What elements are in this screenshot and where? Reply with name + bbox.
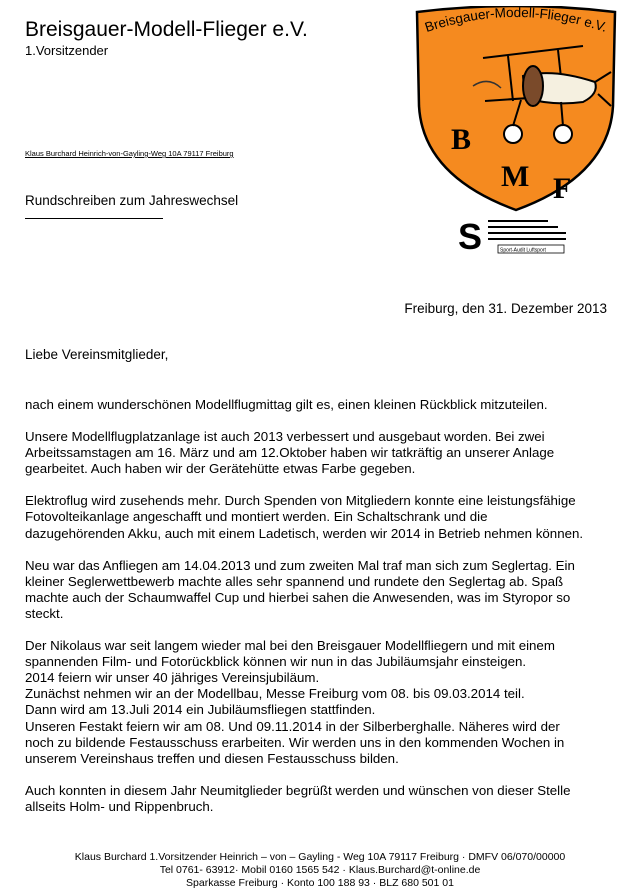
footer-bank-line: Sparkasse Freiburg · Konto 100 188 93 · BLZ 680 501 01 <box>186 877 454 889</box>
body-line: unserem Vereinshaus treffen und diesen Festausschuss bilden. <box>25 750 399 766</box>
body-line: Fotovolteikanlage angeschafft und montiert werden. Ein Schaltschrank und die <box>25 509 488 525</box>
date-line: Freiburg, den 31. Dezember 2013 <box>404 301 607 316</box>
footer-contact-line: Tel 0761- 63912· Mobil 0160 1565 542 · Klaus.Burchard@t-online.de <box>159 864 481 876</box>
body-line: Unsere Modellflugplatzanlage ist auch 2013 verbessert und ausgebaut worden. Bei zwei <box>25 429 545 445</box>
paragraph <box>25 558 625 622</box>
letter-footer <box>0 851 640 890</box>
body-line: Arbeitssamstagen am 16. März und am 12.Oktober haben wir tatkräftig an unserer Anlage <box>25 445 555 461</box>
logo-letter-f: F <box>553 172 572 205</box>
logo-letter-m: M <box>501 160 530 193</box>
body-line: steckt. <box>25 605 64 621</box>
sender-address-line: Klaus Burchard Heinrich-von-Gayling-Weg 10A 79117 Freiburg <box>25 149 234 158</box>
body-line: Neu war das Anfliegen am 14.04.2013 und zum zweiten Mal traf man sich zum Seglertag. Ein <box>25 557 575 573</box>
body-line: machte auch der Schaumwaffel Cup und hierbei sahen die Anwesenden, was im Styropor so <box>25 589 571 605</box>
subject-underline <box>25 218 163 219</box>
letter-body <box>25 397 625 831</box>
body-line: 2014 feiern wir unser 40 jähriges Vereinsjubiläum. <box>25 670 320 686</box>
paragraph <box>25 783 625 815</box>
body-line: Auch konnten in diesem Jahr Neumitglieder begrüßt werden und wünschen von dieser Stelle <box>25 782 571 798</box>
paragraph <box>25 429 625 477</box>
footer-address-line: Klaus Burchard 1.Vorsitzender Heinrich – von – Gayling - Weg 10A 79117 Freiburg · DMFV 06/070/00000 <box>74 851 566 863</box>
paragraph <box>25 493 625 541</box>
body-line: allseits Holm- und Rippenbruch. <box>25 798 214 814</box>
paragraph <box>25 638 625 767</box>
logo-letter-b: B <box>451 123 472 156</box>
body-line: kleiner Seglerwettbewerb machte alles sehr spannend und rundete den Seglertag ab. Spaß <box>25 573 564 589</box>
body-line: spannenden Film- und Fotorückblick können wir nun in das Jubiläumsjahr einsteigen. <box>25 654 527 670</box>
org-name: Breisgauer-Modell-Flieger e.V. <box>25 18 308 41</box>
sport-logo-letter: S <box>458 216 483 254</box>
body-line: Elektroflug wird zusehends mehr. Durch Spenden von Mitgliedern konnte eine leistungsfähige <box>25 493 576 509</box>
org-role: 1.Vorsitzender <box>25 43 109 58</box>
body-line: dazugehörenden Akku, auch mit einem Ladetisch, werden wir 2014 in Betrieb nehmen können. <box>25 525 584 541</box>
salutation: Liebe Vereinsmitglieder, <box>25 347 169 362</box>
club-shield-logo <box>413 6 619 214</box>
body-line: noch zu bildende Festausschuss erarbeiten. Wir werden uns in den kommenden Wochen in <box>25 734 565 750</box>
logo-arc-text: Breisgauer-Modell-Flieger e.V. <box>422 6 610 35</box>
sport-logo-caption: Sport-Audit Luftsport <box>500 247 546 254</box>
letter-subject: Rundschreiben zum Jahreswechsel <box>25 193 239 208</box>
body-line: Zunächst nehmen wir an der Modellbau, Messe Freiburg vom 08. bis 09.03.2014 teil. <box>25 686 525 702</box>
paragraph <box>25 397 625 413</box>
body-line: Unseren Festakt feiern wir am 08. Und 09.11.2014 in der Silberberghalle. Näheres wird der <box>25 718 560 734</box>
body-line: Dann wird am 13.Juli 2014 ein Jubiläumsfliegen stattfinden. <box>25 702 376 718</box>
body-line: Der Nikolaus war seit langem wieder mal bei den Breisgauer Modellfliegern und mit einem <box>25 638 555 654</box>
body-line: nach einem wunderschönen Modellflugmittag gilt es, einen kleinen Rückblick mitzuteilen. <box>25 397 548 412</box>
sport-audit-logo <box>458 214 566 254</box>
body-line: gearbeitet. Auch haben wir der Gerätehütte etwas Farbe gegeben. <box>25 461 416 477</box>
